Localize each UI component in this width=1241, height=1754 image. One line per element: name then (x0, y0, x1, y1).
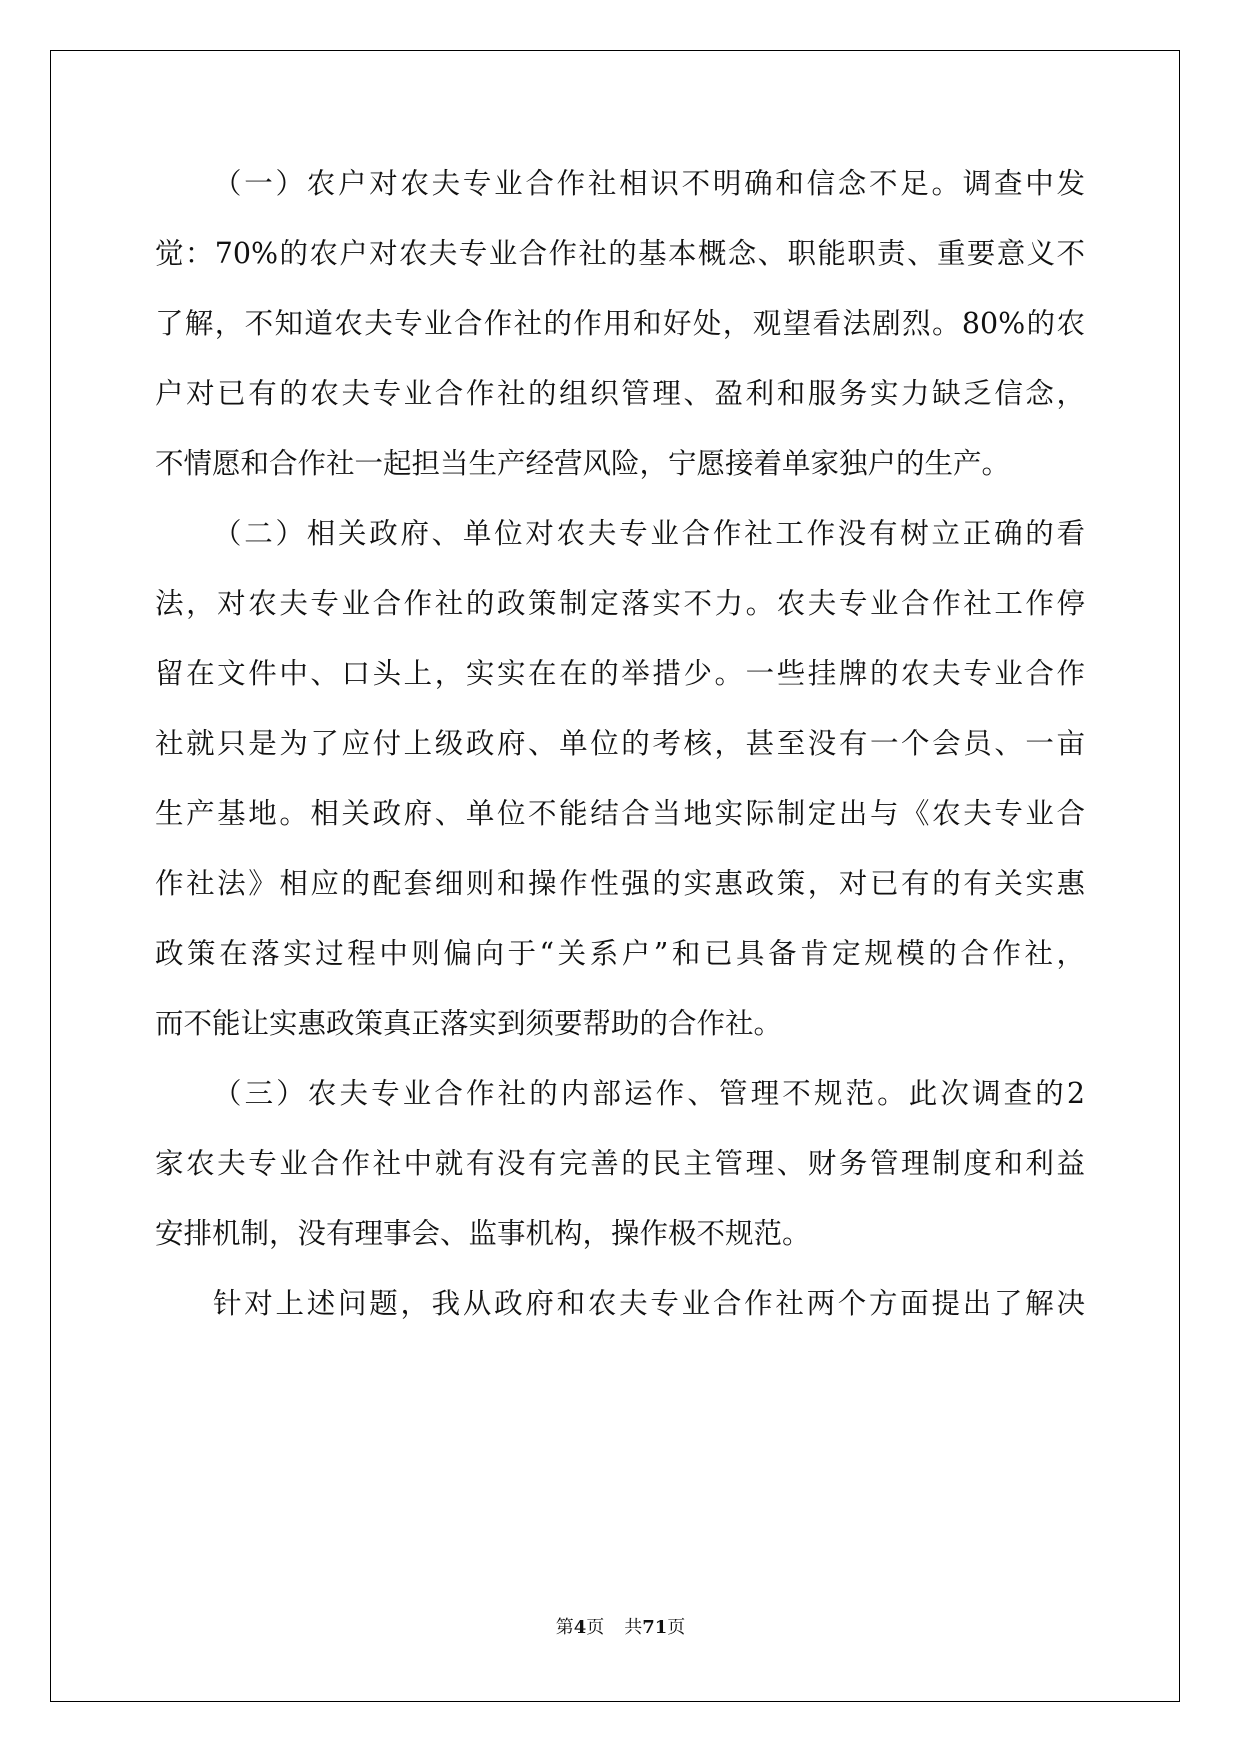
paragraph-3-line-3: 安排机制，没有理事会、监事机构，操作极不规范。 (155, 1217, 811, 1250)
footer-total-prefix: 共 (624, 1617, 643, 1638)
paragraph-2-line-3: 留在文件中、口头上，实实在在的举措少。一些挂牌的农夫专业合作 (155, 657, 1085, 690)
paragraph-2-line-4: 社就只是为了应付上级政府、单位的考核，甚至没有一个会员、一亩 (155, 727, 1085, 760)
paragraph-2-line-6: 作社法》相应的配套细则和操作性强的实惠政策，对已有的有关实惠 (155, 867, 1085, 900)
paragraph-2-line-8: 而不能让实惠政策真正落实到须要帮助的合作社。 (155, 1007, 783, 1040)
paragraph-1-line-3: 了解，不知道农夫专业合作社的作用和好处，观望看法剧烈。80%的农 (155, 307, 1085, 340)
page-footer (0, 1616, 1241, 1640)
paragraph-1-line-2: 觉：70%的农户对农夫专业合作社的基本概念、职能职责、重要意义不 (155, 237, 1085, 270)
paragraph-1-line-1: （一）农户对农夫专业合作社相识不明确和信念不足。调查中发 (213, 167, 1085, 200)
paragraph-1-line-4: 户对已有的农夫专业合作社的组织管理、盈利和服务实力缺乏信念， (155, 377, 1085, 410)
paragraph-2-line-7: 政策在落实过程中则偏向于“关系户”和已具备肯定规模的合作社， (155, 937, 1085, 970)
paragraph-2-line-5: 生产基地。相关政府、单位不能结合当地实际制定出与《农夫专业合 (155, 797, 1085, 830)
footer-prefix: 第 (555, 1617, 574, 1638)
footer-total-suffix: 页 (667, 1617, 686, 1638)
footer-page-number: 4 (573, 1617, 587, 1638)
paragraph-3-line-1: （三）农夫专业合作社的内部运作、管理不规范。此次调查的2 (213, 1077, 1085, 1110)
footer-page-suffix: 页 (586, 1617, 605, 1638)
paragraph-1-line-5: 不情愿和合作社一起担当生产经营风险，宁愿接着单家独户的生产。 (155, 447, 1011, 480)
paragraph-4-line-1: 针对上述问题，我从政府和农夫专业合作社两个方面提出了解决 (213, 1287, 1085, 1320)
paragraph-2-line-1: （二）相关政府、单位对农夫专业合作社工作没有树立正确的看 (213, 517, 1085, 550)
footer-total-pages: 71 (642, 1617, 668, 1638)
paragraph-3-line-2: 家农夫专业合作社中就有没有完善的民主管理、财务管理制度和利益 (155, 1147, 1085, 1180)
paragraph-2-line-2: 法，对农夫专业合作社的政策制定落实不力。农夫专业合作社工作停 (155, 587, 1085, 620)
